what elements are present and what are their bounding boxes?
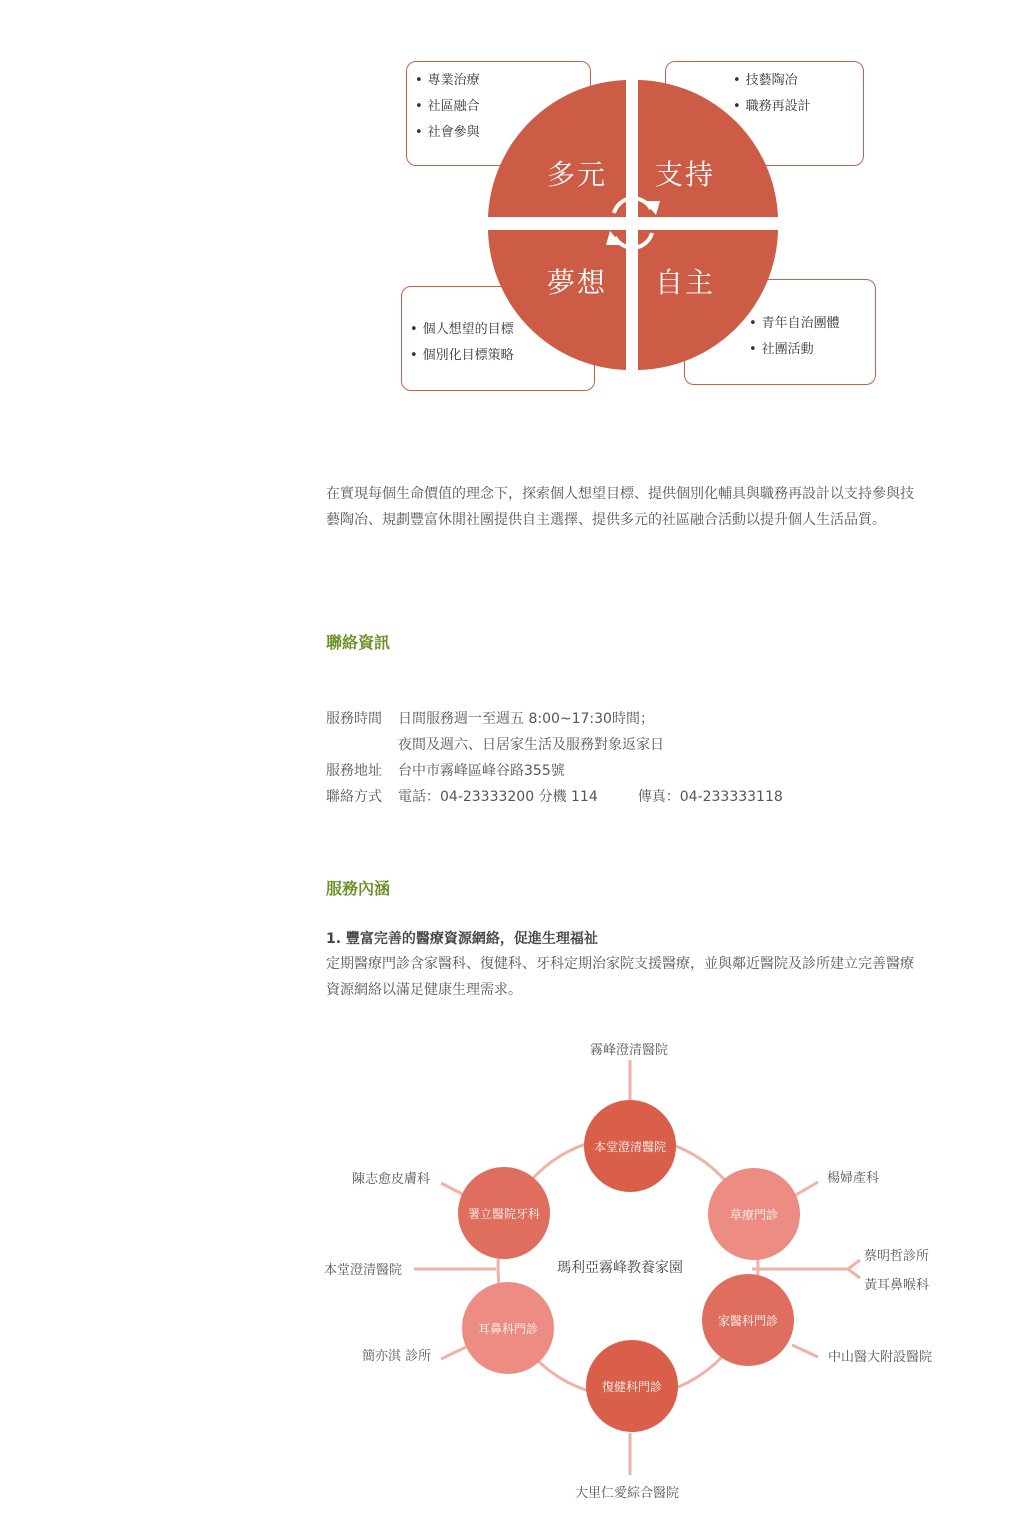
outer-label-left: 本堂澄清醫院 xyxy=(324,1263,403,1278)
list-item: • 社區融合 xyxy=(415,94,590,120)
node-lower-left: 耳鼻科門診 xyxy=(462,1282,554,1374)
contact-label: 聯絡方式 xyxy=(326,789,382,805)
service-hours-label: 服務時間 xyxy=(326,711,382,727)
contact-heading: 聯絡資訊 xyxy=(326,633,391,652)
outer-label-upper-right: 楊婦產科 xyxy=(827,1171,880,1186)
node-lower-right: 家醫科門診 xyxy=(702,1274,794,1366)
service-item-1-text: 定期醫療門診含家醫科、復健科、牙科定期治家院支援醫療，並與鄰近醫院及診所建立完善醫療資源網絡以滿足健康生理需求。 xyxy=(326,956,914,998)
quadrant-label-diverse: 多元 xyxy=(547,158,608,191)
outer-label-lower-right: 中山醫大附設醫院 xyxy=(828,1350,933,1365)
address-value: 台中市霧峰區峰谷路355號 xyxy=(398,763,565,779)
services-heading: 服務內涵 xyxy=(326,879,391,898)
list-item: • 社會參與 xyxy=(415,120,590,146)
list-item: • 職務再設計 xyxy=(733,94,863,120)
outer-label-right-1: 蔡明哲診所 xyxy=(864,1249,930,1264)
list-item: • 個人想望的目標 xyxy=(410,317,594,343)
network-center-label: 瑪利亞霧峰教養家園 xyxy=(557,1260,683,1276)
service-hours-value: 日間服務週一至週五 8:00~17:30時間； xyxy=(398,711,654,727)
fax-value: 傳真：04-233333118 xyxy=(637,789,783,805)
list-item: • 專業治療 xyxy=(415,68,590,94)
address-label: 服務地址 xyxy=(326,763,382,779)
phone-value[interactable]: 電話：04-23333200 分機 114 xyxy=(398,789,598,805)
outer-label-top: 霧峰澄清醫院 xyxy=(590,1043,669,1058)
node-top: 本堂澄清醫院 xyxy=(584,1100,676,1192)
list-item: • 技藝陶冶 xyxy=(733,68,863,94)
node-upper-right: 草療門診 xyxy=(708,1168,800,1260)
outer-label-lower-left: 簡亦淇 診所 xyxy=(362,1349,432,1364)
outer-label-right-2: 黃耳鼻喉科 xyxy=(864,1278,930,1293)
list-item: • 青年自治團體 xyxy=(749,311,875,337)
service-hours-value-2: 夜間及週六、日居家生活及服務對象返家日 xyxy=(398,737,664,753)
quadrant-label-autonomy: 自主 xyxy=(655,266,716,299)
node-bottom: 復健科門診 xyxy=(586,1340,678,1432)
outer-label-upper-left: 陳志愈皮膚科 xyxy=(352,1172,431,1187)
intro-paragraph: 在實現每個生命價值的理念下，探索個人想望目標、提供個別化輔具與職務再設計以支持參與技藝陶冶、規劃豐富休閒社團提供自主選擇、提供多元的社區融合活動以提升個人生活品質。 xyxy=(326,486,914,528)
service-item-1-title: 1. 豐富完善的醫療資源網絡，促進生理福祉 xyxy=(326,931,598,947)
quadrant-label-support: 支持 xyxy=(655,158,716,191)
outer-label-bottom: 大里仁愛綜合醫院 xyxy=(575,1486,680,1501)
node-upper-left: 署立醫院牙科 xyxy=(458,1167,550,1259)
quadrant-label-dream: 夢想 xyxy=(547,266,608,299)
list-item: • 個別化目標策略 xyxy=(410,343,594,369)
list-item: • 社團活動 xyxy=(749,337,875,363)
